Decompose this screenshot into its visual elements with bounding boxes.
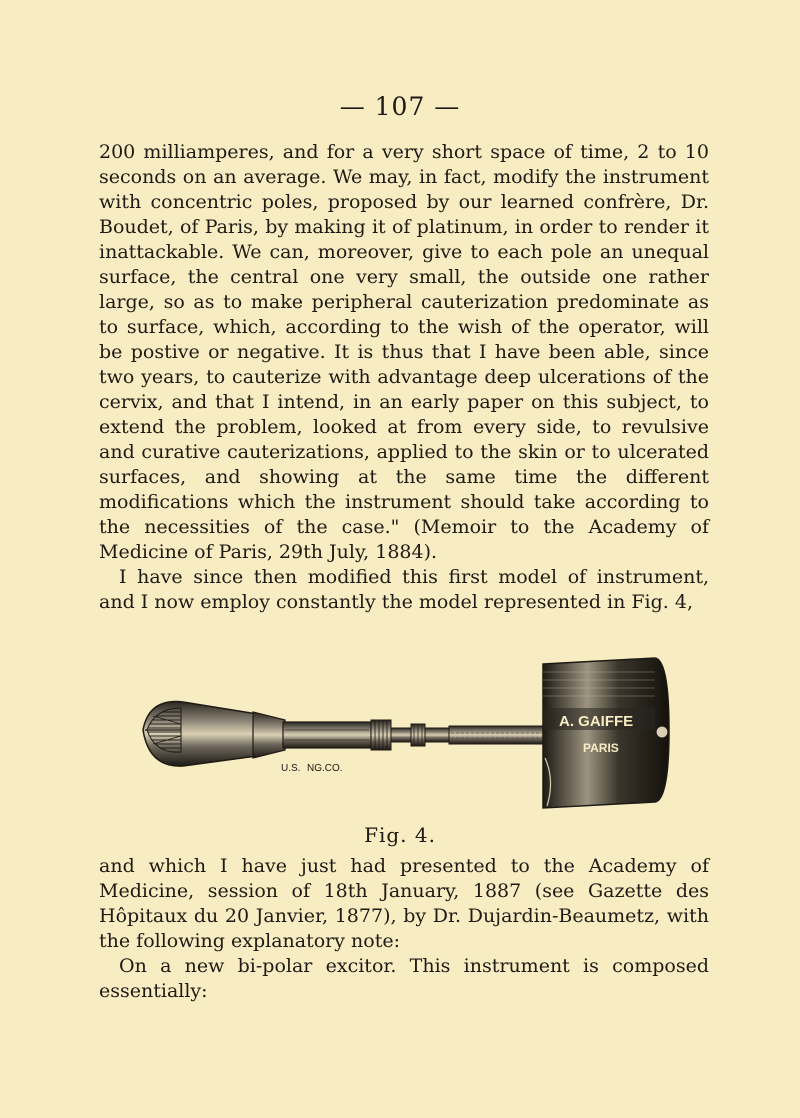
paragraph: On a new bi-polar excitor. This instrument is composed essentially: xyxy=(99,955,709,1002)
maker-name: A. GAIFFE xyxy=(559,713,634,730)
terminal-screw xyxy=(656,726,668,738)
text-block-top xyxy=(99,140,709,615)
paragraph: and which I have just had presented to the Academy of Medicine, session of 18th January, 1887 (see Gazette des Hôpitaux du 20 Janvier, 1877), by Dr. Dujardin-Beaumetz, with the following explanatory note: xyxy=(99,855,709,952)
page-number: — 107 — xyxy=(339,92,461,121)
figure-caption: Fig. 4. xyxy=(364,823,436,847)
paragraph: 200 milliamperes, and for a very short space of time, 2 to 10 seconds on an average. We may, in fact, modify the instrument with concentric poles, proposed by our learned confrère, Dr. Boudet, of Paris, by making it of platinum, in order to render it inattackable. We can, moreover, give to each pole an unequal surface, the central one very small, the outside one rather large, so as to make peripheral cauterization predominate as to surface, which, according to the wish of the operator, will be postive or negative. It is thus that I have been able, since two years, to cauterize with advantage deep ulcerations of the cervix, and that I intend, in an early paper on this subject, to extend the problem, looked at from every side, to revulsive and curative cauterizations, applied to the skin or to ulcerated surfaces, and showing at the same time the different modifications which the instrument should take according to the necessities of the case." (Memoir to the Academy of Medicine of Paris, 29th July, 1884). xyxy=(99,141,709,563)
maker-city: PARIS xyxy=(583,741,619,755)
text-block-bottom xyxy=(99,854,709,1004)
engraving-left: U.S. xyxy=(281,763,301,774)
figure-bipolar-excitor xyxy=(135,650,705,815)
shaft xyxy=(283,722,371,748)
engraving-right: NG.CO. xyxy=(307,763,343,774)
instrument-illustration xyxy=(135,650,705,815)
handle xyxy=(543,658,669,808)
paragraph: I have since then modified this first model of instrument, and I now employ constantly the model represented in Fig. 4, xyxy=(99,566,709,613)
